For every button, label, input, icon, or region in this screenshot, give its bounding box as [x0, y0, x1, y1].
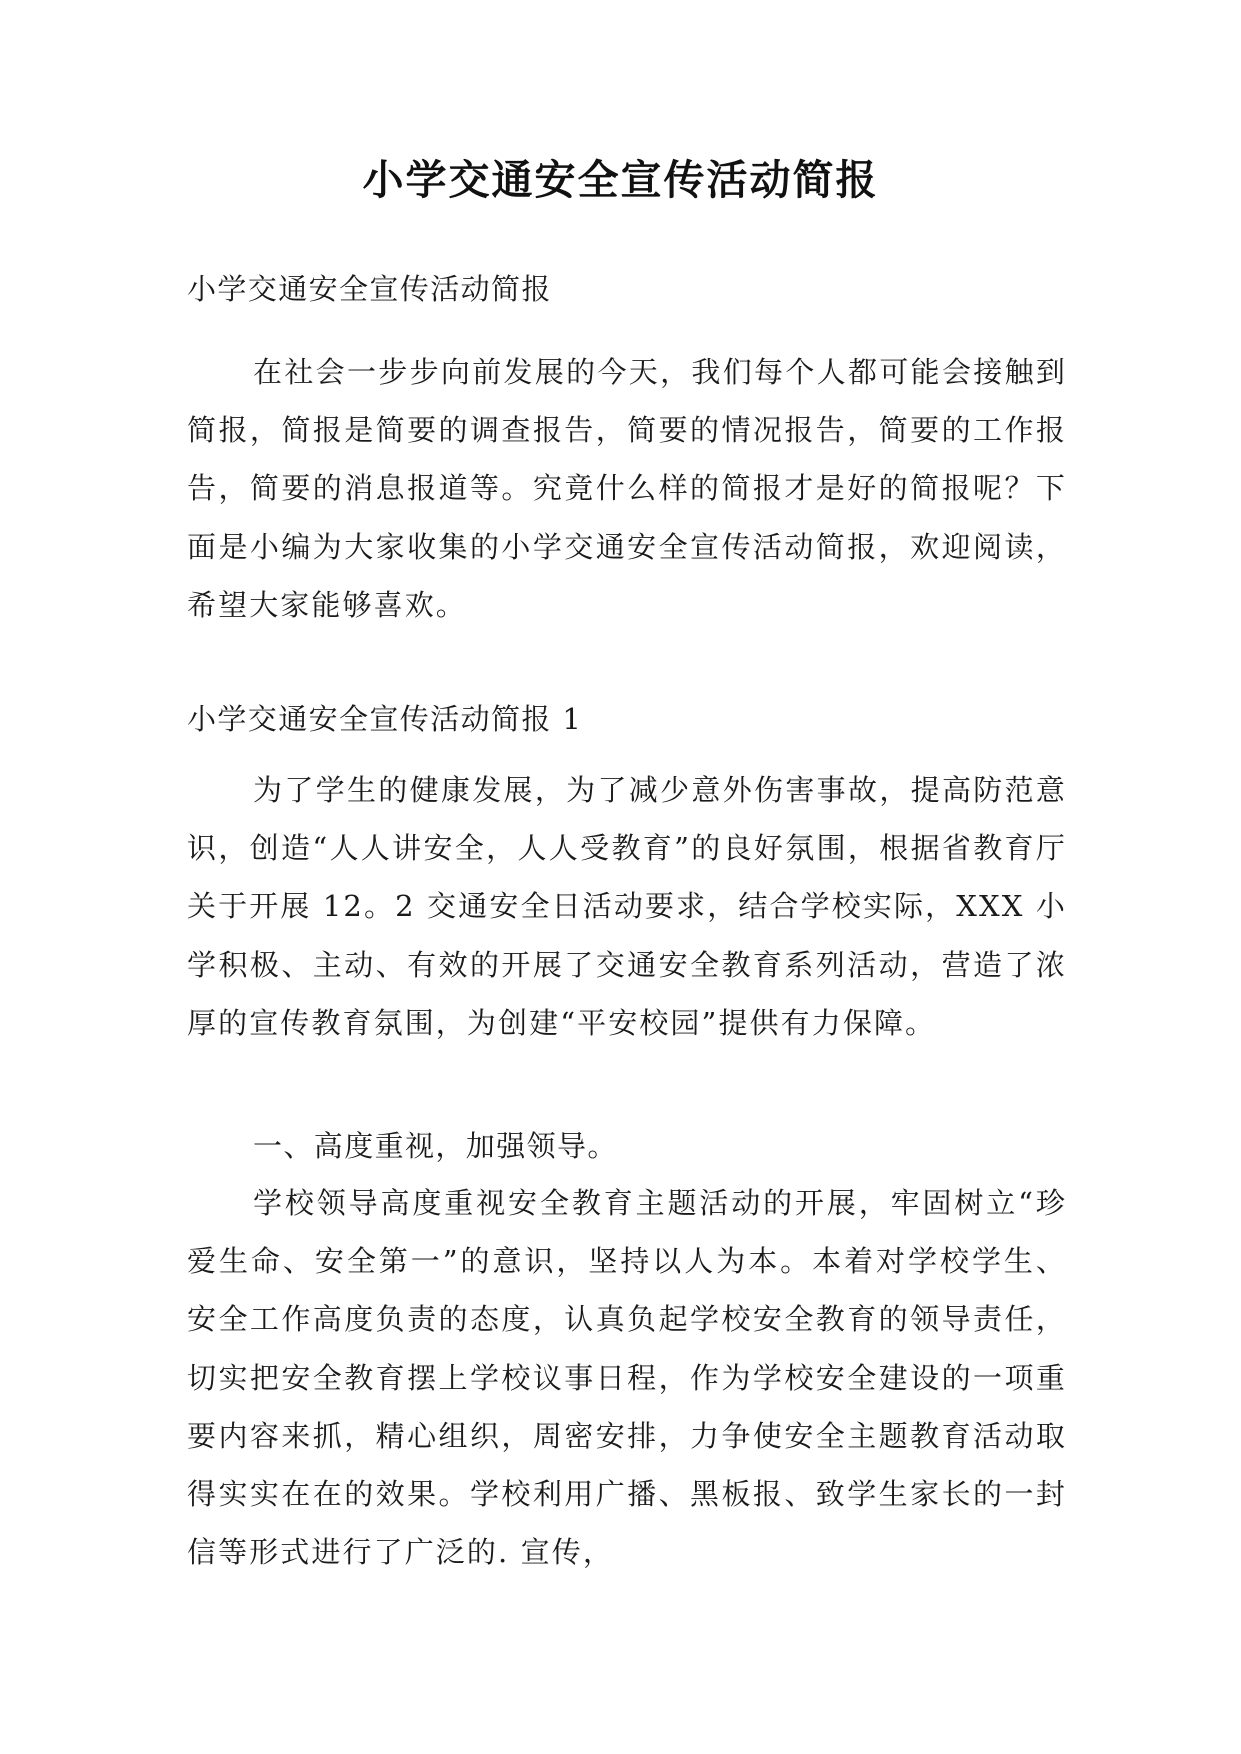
intro-paragraph: 在社会一步步向前发展的今天，我们每个人都可能会接触到简报，简报是简要的调查报告，简要的情况报告，简要的工作报告，简要的消息报道等。究竟什么样的简报才是好的简报呢？下面是小编为大家收集的小学交通安全宣传活动简报，欢迎阅读，希望大家能够喜欢。	[187, 355, 1067, 622]
section-point-heading: 一、高度重视，加强领导。	[253, 1129, 618, 1163]
section-heading: 小学交通安全宣传活动简报 1	[187, 702, 583, 736]
document-subtitle: 小学交通安全宣传活动简报	[187, 272, 552, 306]
section-paragraph-2: 学校领导高度重视安全教育主题活动的开展，牢固树立“珍爱生命、安全第一”的意识，坚持以人为本。本着对学校学生、安全工作高度负责的态度，认真负起学校安全教育的领导责任，切实把安全教育摆上学校议事日程，作为学校安全建设的一项重要内容来抓，精心组织，周密安排，力争使安全主题教育活动取得实实在在的效果。学校利用广播、黑板报、致学生家长的一封信等形式进行了广泛的. 宣传，	[187, 1186, 1067, 1570]
section-paragraph-1: 为了学生的健康发展，为了减少意外伤害事故，提高防范意识，创造“人人讲安全，人人受教育”的良好氛围，根据省教育厅关于开展 12。2 交通安全日活动要求，结合学校实际，XXX 小学积极、主动、有效的开展了交通安全教育系列活动，营造了浓厚的宣传教育氛围，为创建“平安校园”提供有力保障。	[187, 773, 1067, 1040]
document-title: 小学交通安全宣传活动简报	[362, 156, 879, 204]
